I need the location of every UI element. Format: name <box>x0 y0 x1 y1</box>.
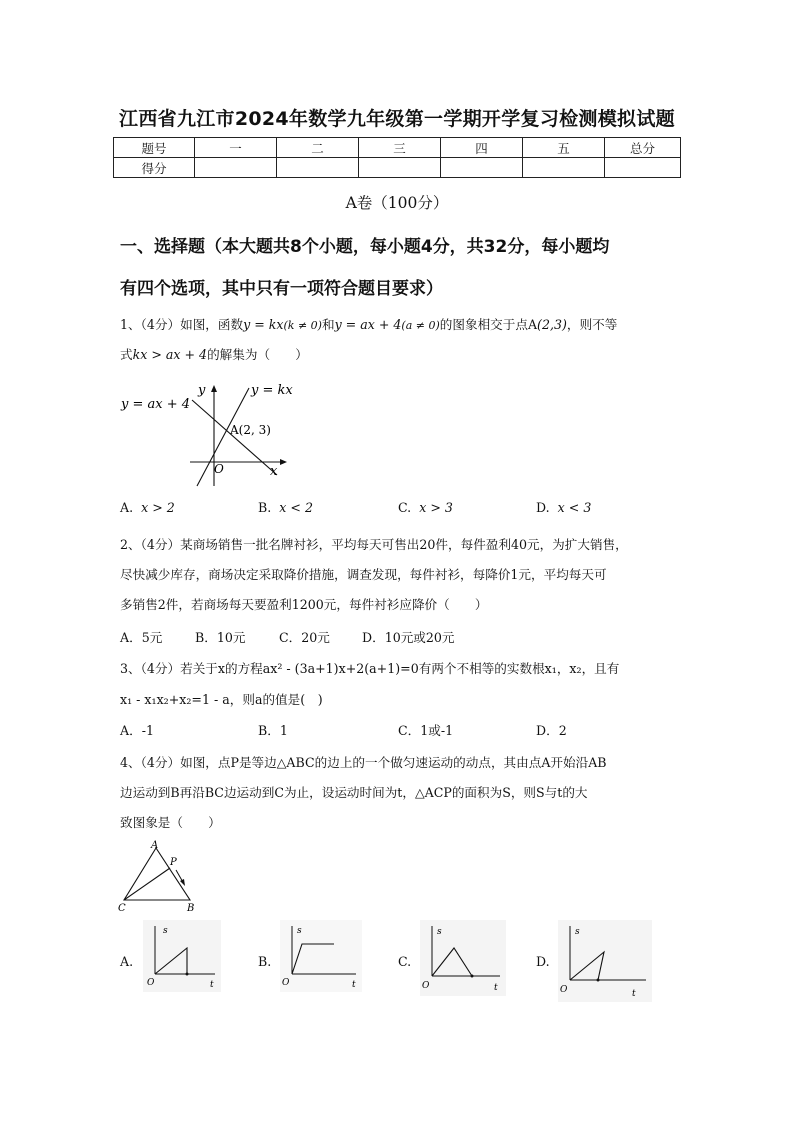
q1-y-axis-arrow <box>211 385 217 392</box>
score-header-cell: 题号 <box>114 138 195 158</box>
score-cell[interactable] <box>359 158 441 178</box>
q4-line3: 致图象是（ ） <box>120 815 221 830</box>
q1-option-d[interactable] <box>536 500 591 515</box>
q4-option-d-graph[interactable] <box>558 920 652 1002</box>
score-header-cell: 总分 <box>605 138 681 158</box>
part1-heading-line1: 一、选择题（本大题共8个小题，每小题4分，共32分，每小题均 <box>120 237 610 257</box>
q2-option-c[interactable]: C．20元 <box>279 630 330 645</box>
q1-label-kx: y = kx <box>251 383 293 398</box>
q4-label-a: A <box>151 840 159 851</box>
q1-inequality: kx > ax + 4 <box>132 347 208 362</box>
q2-line1: 2、（4分）某商场销售一批名牌衬衫，平均每天可售出20件，每件盈利40元，为扩大销售， <box>120 537 628 552</box>
q1-formula-kx: y = kx <box>243 317 284 332</box>
q1-formula-ax4: y = ax + 4 <box>334 317 402 332</box>
score-header-cell: 二 <box>277 138 359 158</box>
score-header-cell: 四 <box>441 138 523 158</box>
q2-option-b[interactable]: B．10元 <box>195 630 246 645</box>
q4-option-c-label[interactable]: C. <box>398 954 412 969</box>
q4-b-label-t: t <box>352 980 356 990</box>
q2-option-a[interactable]: A．5元 <box>120 630 163 645</box>
page-title: 江西省九江市2024年数学九年级第一学期开学复习检测模拟试题 <box>119 108 675 130</box>
q1-x-axis-arrow <box>280 459 287 465</box>
q1-line1 <box>120 314 617 333</box>
q4-a-label-s: s <box>163 926 168 936</box>
q1-label-point-a: A(2, 3) <box>230 423 271 437</box>
q2-option-d[interactable]: D．10元或20元 <box>362 630 455 645</box>
q3-line1: 3、（4分）若关于x的方程ax² - (3a+1)x+2(a+1)=0有两个不相等的实数根x₁，x₂，且有 <box>120 661 620 676</box>
score-cell[interactable] <box>441 158 523 178</box>
score-cell[interactable] <box>523 158 605 178</box>
score-cell: 得分 <box>114 158 195 178</box>
q1-option-letter: D. <box>536 500 550 515</box>
score-cell[interactable] <box>195 158 277 178</box>
q4-option-a-label[interactable]: A. <box>120 954 134 969</box>
q4-option-b-label[interactable]: B. <box>258 954 272 969</box>
score-header-cell: 三 <box>359 138 441 158</box>
q1-label-y: y <box>198 383 206 398</box>
score-header-cell: 五 <box>523 138 605 158</box>
q1-option-text: x > 3 <box>419 500 453 515</box>
q4-line2: 边运动到B再沿BC边运动到C为止，设运动时间为t，△ACP的面积为S，则S与t的大 <box>120 785 588 800</box>
q1-line2 <box>120 344 308 363</box>
score-header-cell: 一 <box>195 138 277 158</box>
q1-and: 和 <box>321 317 335 332</box>
q4-graph-bg <box>558 920 652 1002</box>
q1-option-c[interactable] <box>398 500 453 515</box>
q1-option-b[interactable] <box>258 500 313 515</box>
q1-option-text: x < 2 <box>279 500 313 515</box>
q4-d-label-s: s <box>575 927 580 937</box>
q2-line3: 多销售2件，若商场每天要盈利1200元，每件衬衫应降价（ ） <box>120 597 488 612</box>
q4-triangle-figure <box>118 838 202 916</box>
q1-line-ax4 <box>192 400 277 475</box>
q4-option-d-label[interactable]: D. <box>536 954 550 969</box>
part1-heading-line2: 有四个选项，其中只有一项符合题目要求） <box>120 279 443 299</box>
q2-line2: 尽快减少库存，商场决定采取降价措施，调查发现，每件衬衫，每降价1元，平均每天可 <box>120 567 607 582</box>
q4-segment-cp <box>124 868 170 900</box>
q1-option-text: x > 2 <box>141 500 175 515</box>
q3-option-a[interactable]: A．-1 <box>120 723 154 738</box>
q4-d-label-o: O <box>560 985 568 995</box>
q4-label-p: P <box>170 857 177 868</box>
q1-label-origin: O <box>214 462 224 476</box>
score-cell[interactable] <box>605 158 681 178</box>
score-table-header-row <box>114 138 681 158</box>
q3-option-c[interactable]: C．1或-1 <box>398 723 454 738</box>
q3-line2: x₁ - x₁x₂+x₂=1 - a，则a的值是( ) <box>120 692 323 707</box>
q4-a-label-t: t <box>210 980 214 990</box>
q1-option-text: x < 3 <box>557 500 592 515</box>
q4-line1: 4、（4分）如图，点P是等边△ABC的边上的一个做匀速运动的动点，其由点A开始沿AB <box>120 755 607 770</box>
q4-c-label-t: t <box>494 983 498 993</box>
q1-option-letter: C. <box>398 500 412 515</box>
q1-mid: 的图象相交于点A <box>439 317 538 332</box>
q1-line2-suffix: 的解集为（ ） <box>207 347 308 362</box>
q4-c-label-o: O <box>422 981 430 991</box>
q1-option-letter: B. <box>258 500 272 515</box>
q4-option-b-graph[interactable] <box>280 920 362 992</box>
score-table-row <box>114 158 681 178</box>
q1-line2-prefix: 式 <box>120 347 133 362</box>
q1-point: (2,3) <box>537 317 567 332</box>
q4-d-point <box>597 979 600 982</box>
q1-option-a[interactable] <box>120 500 175 515</box>
q4-c-point <box>471 975 474 978</box>
q1-label-x: x <box>270 464 278 479</box>
q4-a-point <box>186 973 189 976</box>
q4-d-label-t: t <box>632 989 636 999</box>
q1-cond-k: (k ≠ 0) <box>283 319 322 332</box>
q4-b-label-s: s <box>297 926 302 936</box>
q1-label-ax4: y = ax + 4 <box>121 397 191 412</box>
q4-label-b: B <box>187 903 195 914</box>
q4-option-a-graph[interactable] <box>143 920 221 992</box>
q4-label-c: C <box>118 903 126 914</box>
q1-suffix: ，则不等 <box>566 317 618 332</box>
q1-cond-a: (a ≠ 0) <box>401 319 440 332</box>
score-table <box>113 137 681 178</box>
q1-graph <box>115 378 305 490</box>
q1-option-letter: A. <box>120 500 134 515</box>
q4-a-label-o: O <box>147 978 155 988</box>
q4-b-label-o: O <box>282 978 290 988</box>
q4-option-c-graph[interactable] <box>420 920 506 996</box>
q3-option-b[interactable]: B．1 <box>258 723 288 738</box>
section-a-heading: A卷（100分） <box>345 194 449 212</box>
score-cell[interactable] <box>277 158 359 178</box>
q4-triangle <box>124 848 190 900</box>
q1-prefix: 1、（4分）如图，函数 <box>120 317 244 332</box>
q4-c-label-s: s <box>437 927 442 937</box>
q3-option-d[interactable]: D．2 <box>536 723 567 738</box>
